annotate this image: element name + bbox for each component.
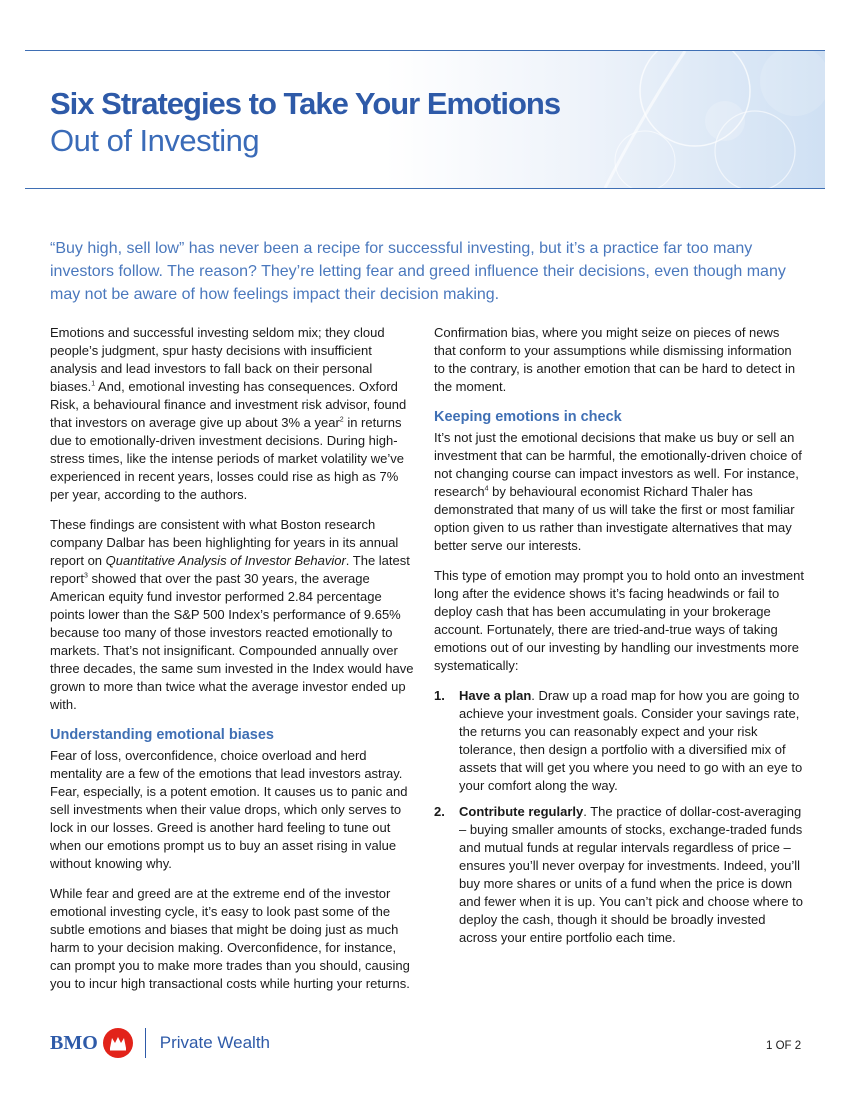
- text-run: . The latest report: [50, 553, 410, 586]
- decorative-circles-graphic: [525, 51, 825, 188]
- footnote-ref: 2: [339, 416, 344, 424]
- brand-name: Private Wealth: [159, 1033, 271, 1052]
- list-item-title: Contribute regularly: [459, 804, 584, 819]
- footnote-ref: 4: [484, 485, 489, 493]
- list-item: [434, 803, 804, 947]
- report-title: Quantitative Analysis of Investor Behavior: [105, 553, 346, 568]
- paragraph: [434, 429, 804, 555]
- page-title: Six Strategies to Take Your Emotions: [50, 86, 561, 121]
- text-run: by behavioural economist Richard Thaler has demonstrated that many of us will take the first or most familiar option given to us rather than investigate alternatives that may better serve our interests.: [434, 484, 795, 553]
- paragraph: This type of emotion may prompt you to hold onto an investment long after the evidence shows it’s facing headwinds or fail to deploy cash that has been accumulating in your brokerage account. Fortunately, there are tried-and-true ways of taking emotions out of our investing by handling our investments more systematically:: [434, 568, 804, 673]
- intro-paragraph: “Buy high, sell low” has never been a recipe for successful investing, but it’s a practice far too many investors follow. The reason? They’re letting fear and greed influence their decisions, even though many may not be aware of how feelings impact their decision making.: [50, 240, 786, 303]
- left-column: [50, 324, 418, 1005]
- text-run: showed that over the past 30 years, the average American equity fund investor performed 2.84 percentage points lower than the S&P 500 Index’s performance of 9.65% because too many of those investors reacted emotionally to markets. That’s not insignificant. Compounded annually over three decades, the same sum invested in the Index would have grown to more than twice what the average investor ended up with.: [50, 571, 414, 712]
- paragraph: While fear and greed are at the extreme end of the investor emotional investing cycle, it’s easy to look past some of the subtle emotions and biases that might be doing just as much harm to your decision making. Overconfidence, for instance, can prompt you to make more trades than you should, causing you to incur high transactional costs while hurting your returns.: [50, 886, 410, 991]
- section-heading: Keeping emotions in check: [434, 409, 622, 425]
- page-number: 1 OF 2: [766, 1040, 802, 1052]
- list-item-text: . The practice of dollar-cost-averaging – buying smaller amounts of stocks, exchange-traded funds and mutual funds at regular intervals regardless of price – ensures you’ll never overpay for investments. Indeed, you’ll buy more shares or units of a fund when the price is down and fewer when it is up. You can’t pick and choose where to deploy the cash, though it should be broadly invested across your entire portfolio each time.: [459, 804, 803, 945]
- right-column: [434, 324, 804, 955]
- logo-divider: [145, 1028, 146, 1058]
- paragraph: Fear of loss, overconfidence, choice overload and herd mentality are a few of the emotions that lead investors astray. Fear, especially, is a potent emotion. It causes us to panic and sell investments when their value drops, which only serves to lock in our losses. Greed is another hard feeling to tune out when our emotions prompt us to buy an asset rising in value without knowing why.: [50, 748, 408, 871]
- paragraph: Confirmation bias, where you might seize on pieces of news that conform to your assumptions while dismissing information to the contrary, is another emotion that can be hard to detect in the moment.: [434, 325, 796, 394]
- paragraph: [50, 324, 418, 504]
- text-run: These findings are consistent with what Boston research company Dalbar has been highlighting for years in its annual report on: [50, 517, 399, 568]
- list-item-title: Have a plan: [459, 688, 532, 703]
- text-run: And, emotional investing has consequences. Oxford Risk, a behavioural finance and investment risk advisor, found that investors on average give up about 3% a year: [50, 379, 407, 430]
- text-run: It’s not just the emotional decisions that make us buy or sell an investment that can be harmful, the emotionally-driven choice of not changing course can impact investors as well. For instance, research: [434, 430, 802, 499]
- list-item-text: . Draw up a road map for how you are going to achieve your investment goals. Consider your savings rate, the returns you can reasonably expect and your risk tolerance, then design a portfolio with a diversified mix of assets that will get you where you need to go with an eye to your comfort along the way.: [459, 688, 803, 793]
- list-item: [434, 687, 804, 795]
- list-number: 2.: [434, 804, 445, 819]
- text-run: in returns due to emotionally-driven investment decisions. During high-stress times, like the intense periods of market volatility we’ve experienced in recent years, losses could rise as high as 7% per year, according to the authors.: [50, 415, 405, 502]
- bmo-roundel-icon: [103, 1028, 133, 1058]
- footer-logo: [50, 1025, 270, 1061]
- header-banner: [25, 50, 825, 189]
- text-run: Emotions and successful investing seldom mix; they cloud people’s judgment, spur hasty decisions with insufficient analysis and lead investors to fall back on their personal biases.: [50, 325, 385, 394]
- footnote-ref: 3: [83, 572, 88, 580]
- page-subtitle: Out of Investing: [50, 123, 260, 158]
- list-number: 1.: [434, 688, 445, 703]
- footnote-ref: 1: [91, 380, 96, 388]
- strategy-list: [434, 687, 804, 947]
- bmo-logo-text: BMO: [50, 1031, 98, 1054]
- section-heading: Understanding emotional biases: [50, 727, 274, 743]
- paragraph: [50, 516, 418, 714]
